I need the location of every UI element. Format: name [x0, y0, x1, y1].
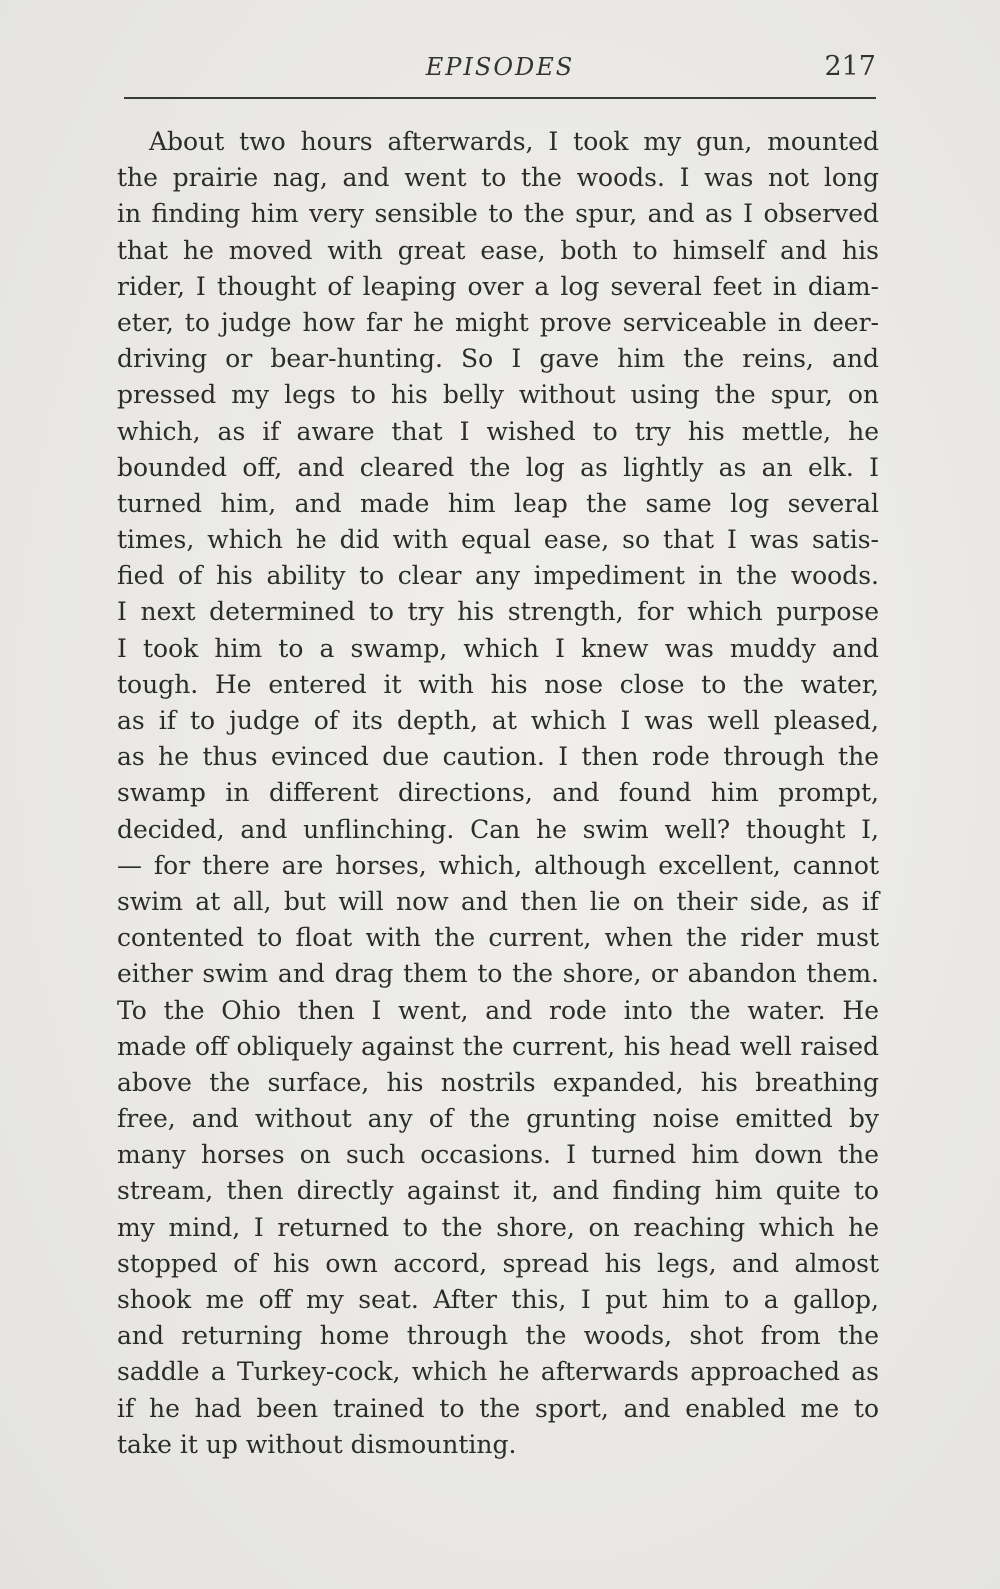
- text-line: rider, I thought of leaping over a log several feet in diam-: [117, 271, 879, 301]
- text-line: which, as if aware that I wished to try his mettle, he: [117, 416, 879, 446]
- text-line: eter, to judge how far he might prove serviceable in deer-: [117, 307, 879, 337]
- text-line: stream, then directly against it, and finding him quite to: [117, 1176, 879, 1206]
- body-paragraph: [117, 124, 879, 1463]
- text-line: many horses on such occasions. I turned him down the: [117, 1140, 879, 1170]
- text-line: To the Ohio then I went, and rode into the water. He: [117, 995, 879, 1025]
- text-line: and returning home through the woods, shot from the: [117, 1321, 879, 1351]
- text-line: bounded off, and cleared the log as lightly as an elk. I: [117, 452, 879, 482]
- text-line: About two hours afterwards, I took my gun, mounted: [149, 127, 879, 156]
- page-header: [124, 50, 876, 90]
- text-line: shook me off my seat. After this, I put him to a gallop,: [117, 1285, 879, 1314]
- text-line: contented to float with the current, when the rider must: [117, 923, 879, 953]
- text-line: take it up without dismounting.: [117, 1429, 517, 1459]
- text-line: swamp in different directions, and found him prompt,: [117, 778, 879, 808]
- text-line: turned him, and made him leap the same log several: [117, 488, 879, 518]
- text-line: if he had been trained to the sport, and enabled me to: [117, 1393, 879, 1423]
- text-line: made off obliquely against the current, his head well raised: [117, 1031, 879, 1061]
- text-line: driving or bear-hunting. So I gave him the reins, and: [117, 344, 879, 374]
- text-line: tough. He entered it with his nose close to the water,: [117, 669, 879, 699]
- text-line: my mind, I returned to the shore, on reaching which he: [117, 1212, 879, 1242]
- text-line: above the surface, his nostrils expanded, his breathing: [117, 1067, 879, 1097]
- text-line: — for there are horses, which, although excellent, cannot: [117, 850, 879, 880]
- text-line: pressed my legs to his belly without using the spur, on: [117, 380, 879, 410]
- text-line: swim at all, but will now and then lie on their side, as if: [117, 886, 879, 916]
- text-line: as if to judge of its depth, at which I was well pleased,: [117, 706, 879, 735]
- text-line: in finding him very sensible to the spur, and as I observed: [117, 199, 879, 229]
- text-line: times, which he did with equal ease, so that I was satis-: [117, 525, 879, 555]
- text-line: the prairie nag, and went to the woods. I was not long: [117, 163, 879, 193]
- text-line: I took him to a swamp, which I knew was muddy and: [117, 633, 879, 663]
- text-line: free, and without any of the grunting noise emitted by: [117, 1104, 879, 1134]
- text-line: I next determined to try his strength, for which purpose: [117, 597, 879, 627]
- text-line: stopped of his own accord, spread his legs, and almost: [117, 1248, 879, 1278]
- text-line: fied of his ability to clear any impediment in the woods.: [117, 561, 879, 591]
- text-line: either swim and drag them to the shore, or abandon them.: [117, 959, 879, 989]
- header-rule: [124, 97, 876, 99]
- running-head: EPISODES: [425, 53, 575, 81]
- text-line: decided, and unflinching. Can he swim well? thought I,: [117, 814, 879, 844]
- text-line: that he moved with great ease, both to himself and his: [117, 235, 879, 265]
- text-line: as he thus evinced due caution. I then rode through the: [117, 742, 879, 772]
- text-line: saddle a Turkey-cock, which he afterwards approached as: [117, 1357, 879, 1387]
- page-number: 217: [824, 51, 876, 82]
